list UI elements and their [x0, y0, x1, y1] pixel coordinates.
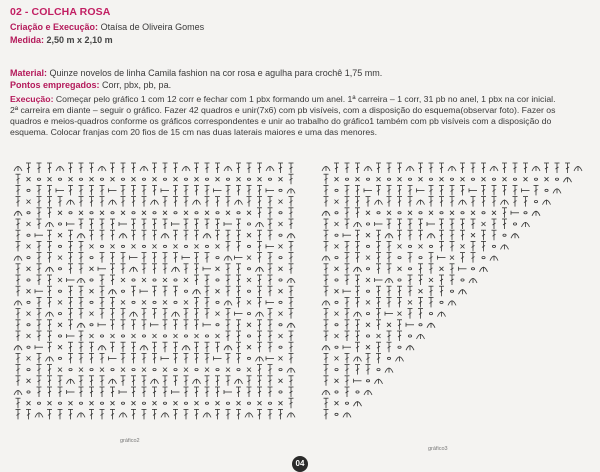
execution-line-1	[10, 94, 600, 105]
pattern-title: 02 - COLCHA ROSA	[10, 6, 111, 18]
execution-line-4: esquema. Colocar franjas com 20 fios de 15 cm nas duas laterais maiores e uma das menores.	[10, 126, 377, 137]
size-label: Medida:	[10, 35, 45, 45]
page-number: 04	[292, 456, 308, 472]
execution-line-2: 2ª carreira em diante – seguir o gráfico. Fazer 42 quadros e unir(7x6) com pb visíveis, com a disposição do esquema(observar foto). Fazer os	[10, 104, 556, 115]
execution-paragraph	[10, 94, 600, 138]
execution-text-1: Começar pelo gráfico 1 com 12 corr e fechar com 1 pbx formando um anel. 1ª carreira – 1 corr, 31 pb no anel, 1 pbx na cor inicial.	[55, 94, 556, 104]
material-line	[10, 68, 382, 78]
stitches-value: Corr, pbx, pb, pa.	[102, 80, 172, 90]
crochet-chart-square	[10, 160, 305, 430]
execution-label: Execução:	[10, 94, 54, 104]
material-label: Material:	[10, 68, 48, 78]
size-line	[10, 35, 113, 45]
stitches-line	[10, 80, 171, 90]
crochet-chart-triangle	[318, 160, 598, 430]
creation-label: Criação e Execução:	[10, 22, 99, 32]
stitches-label: Pontos empregados:	[10, 80, 100, 90]
creation-line	[10, 22, 204, 32]
chart-left-caption: gráfico2	[120, 438, 140, 444]
execution-line-3: quadros e meios-quadros conforme os gráficos correspondentes e unir ao trabalho do gráfico1 também com pb visíveis com a disposição do	[10, 115, 552, 126]
creation-value: Otaísa de Oliveira Gomes	[100, 22, 205, 32]
material-value: Quinze novelos de linha Camila fashion na cor rosa e agulha para crochê 1,75 mm.	[49, 68, 383, 78]
chart-right-caption: gráfico3	[428, 446, 448, 452]
size-value: 2,50 m x 2,10 m	[46, 35, 113, 45]
